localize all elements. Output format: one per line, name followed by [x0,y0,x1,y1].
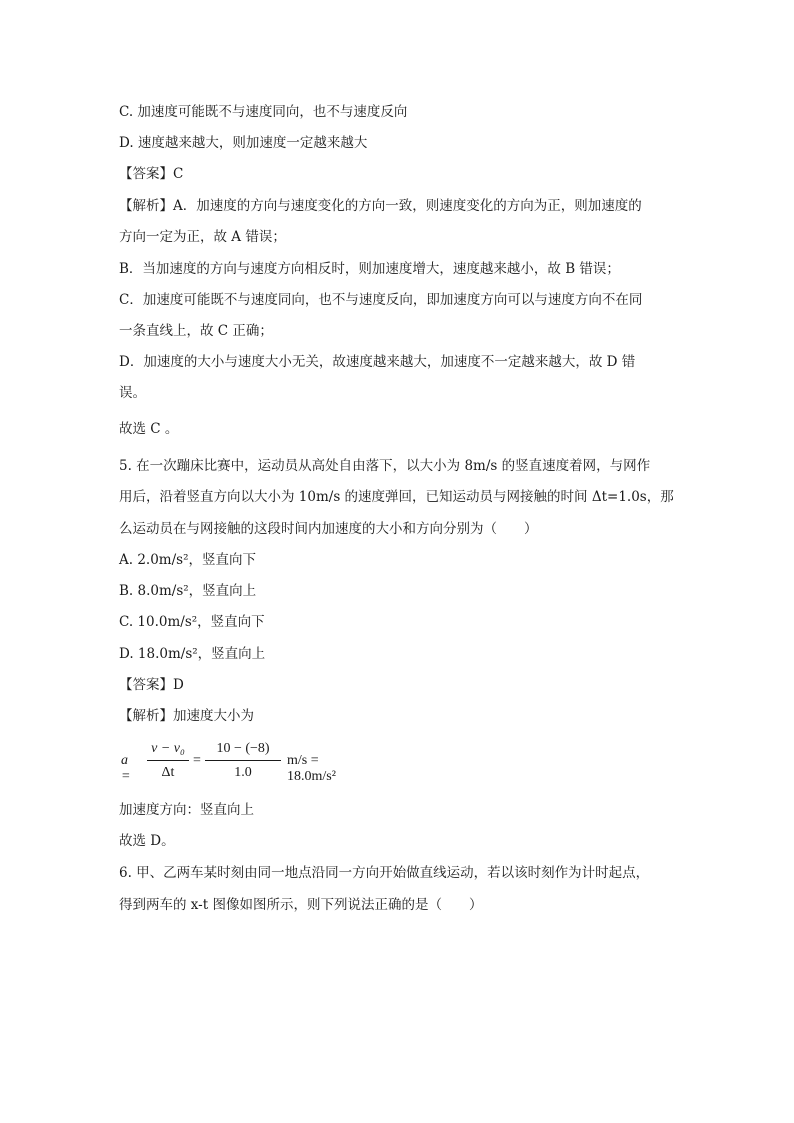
q6-stem-line1: 6. 甲、乙两车某时刻由同一地点沿同一方向开始做直线运动，若以该时刻作为计时起点， [119,865,650,881]
q4-option-d: D. 速度越来越大，则加速度一定越来越大 [119,135,368,151]
q4-analysis-a-line1 [119,197,642,215]
q6-stem-line2: 得到两车的 x-t 图像如图所示，则下列说法正确的是（ ） [119,897,483,913]
answer-value: C [173,166,184,182]
analysis-text: A．加速度的方向与速度变化的方向一致，则速度变化的方向为正，则加速度的 [173,198,642,214]
q4-analysis-d-line1: D．加速度的大小与速度大小无关，故速度越来越大，加速度不一定越来越大，故 D 错 [119,354,636,370]
formula-frac2-denominator: 1.0 [234,765,252,780]
q5-answer [119,676,184,694]
q5-option-a: A. 2.0m/s²，竖直向下 [119,552,256,568]
q5-option-c: C. 10.0m/s²，竖直向下 [119,614,265,630]
answer-tag: 【答案】 [119,677,173,693]
answer-value: D [173,677,184,693]
analysis-tag: 【解析】 [119,708,173,724]
q5-option-b: B. 8.0m/s²，竖直向上 [119,583,257,599]
q4-analysis-c-line2: 一条直线上，故 C 正确； [119,323,273,339]
q4-option-c: C. 加速度可能既不与速度同向，也不与速度反向 [119,104,408,120]
formula-equals: = [193,753,201,768]
formula-lhs: a = [121,753,131,784]
q4-analysis-a-line2: 方向一定为正，故 A 错误； [119,229,286,245]
q4-analysis-d-line2: 误。 [119,385,146,401]
q5-direction: 加速度方向：竖直向上 [119,802,254,818]
q4-answer [119,165,183,183]
q4-analysis-c-line1: C．加速度可能既不与速度同向，也不与速度反向，即加速度方向可以与速度方向不在同 [119,292,643,308]
q5-stem-line3: 么运动员在与网接触的这段时间内加速度的大小和方向分别为（ ） [119,521,538,537]
formula-frac1-denominator: Δt [161,765,175,780]
answer-tag: 【答案】 [119,166,173,182]
q4-analysis-b: B．当加速度的方向与速度方向相反时，则加速度增大，速度越来越小，故 B 错误； [119,261,620,277]
q4-conclusion: 故选 C 。 [119,421,179,437]
formula-frac1-numerator: v − v₀ [151,741,185,756]
formula-frac2-bar [205,760,281,761]
q5-option-d: D. 18.0m/s²，竖直向上 [119,646,266,662]
formula-frac1-bar [147,760,189,761]
formula-result: m/s = 18.0m/s² [287,753,336,784]
q5-stem-line2: 用后，沿着竖直方向以大小为 10m/s 的速度弹回，已知运动员与网接触的时间 Δt=1.0s，那 [119,489,674,505]
q5-conclusion: 故选 D。 [119,833,175,849]
analysis-tag: 【解析】 [119,198,173,214]
formula-frac2-numerator: 10 − (−8) [216,741,270,756]
analysis-text: 加速度大小为 [173,708,254,724]
q5-analysis-intro [119,707,254,725]
q5-stem-line1: 5. 在一次蹦床比赛中，运动员从高处自由落下，以大小为 8m/s 的竖直速度着网，与网作 [119,458,651,474]
